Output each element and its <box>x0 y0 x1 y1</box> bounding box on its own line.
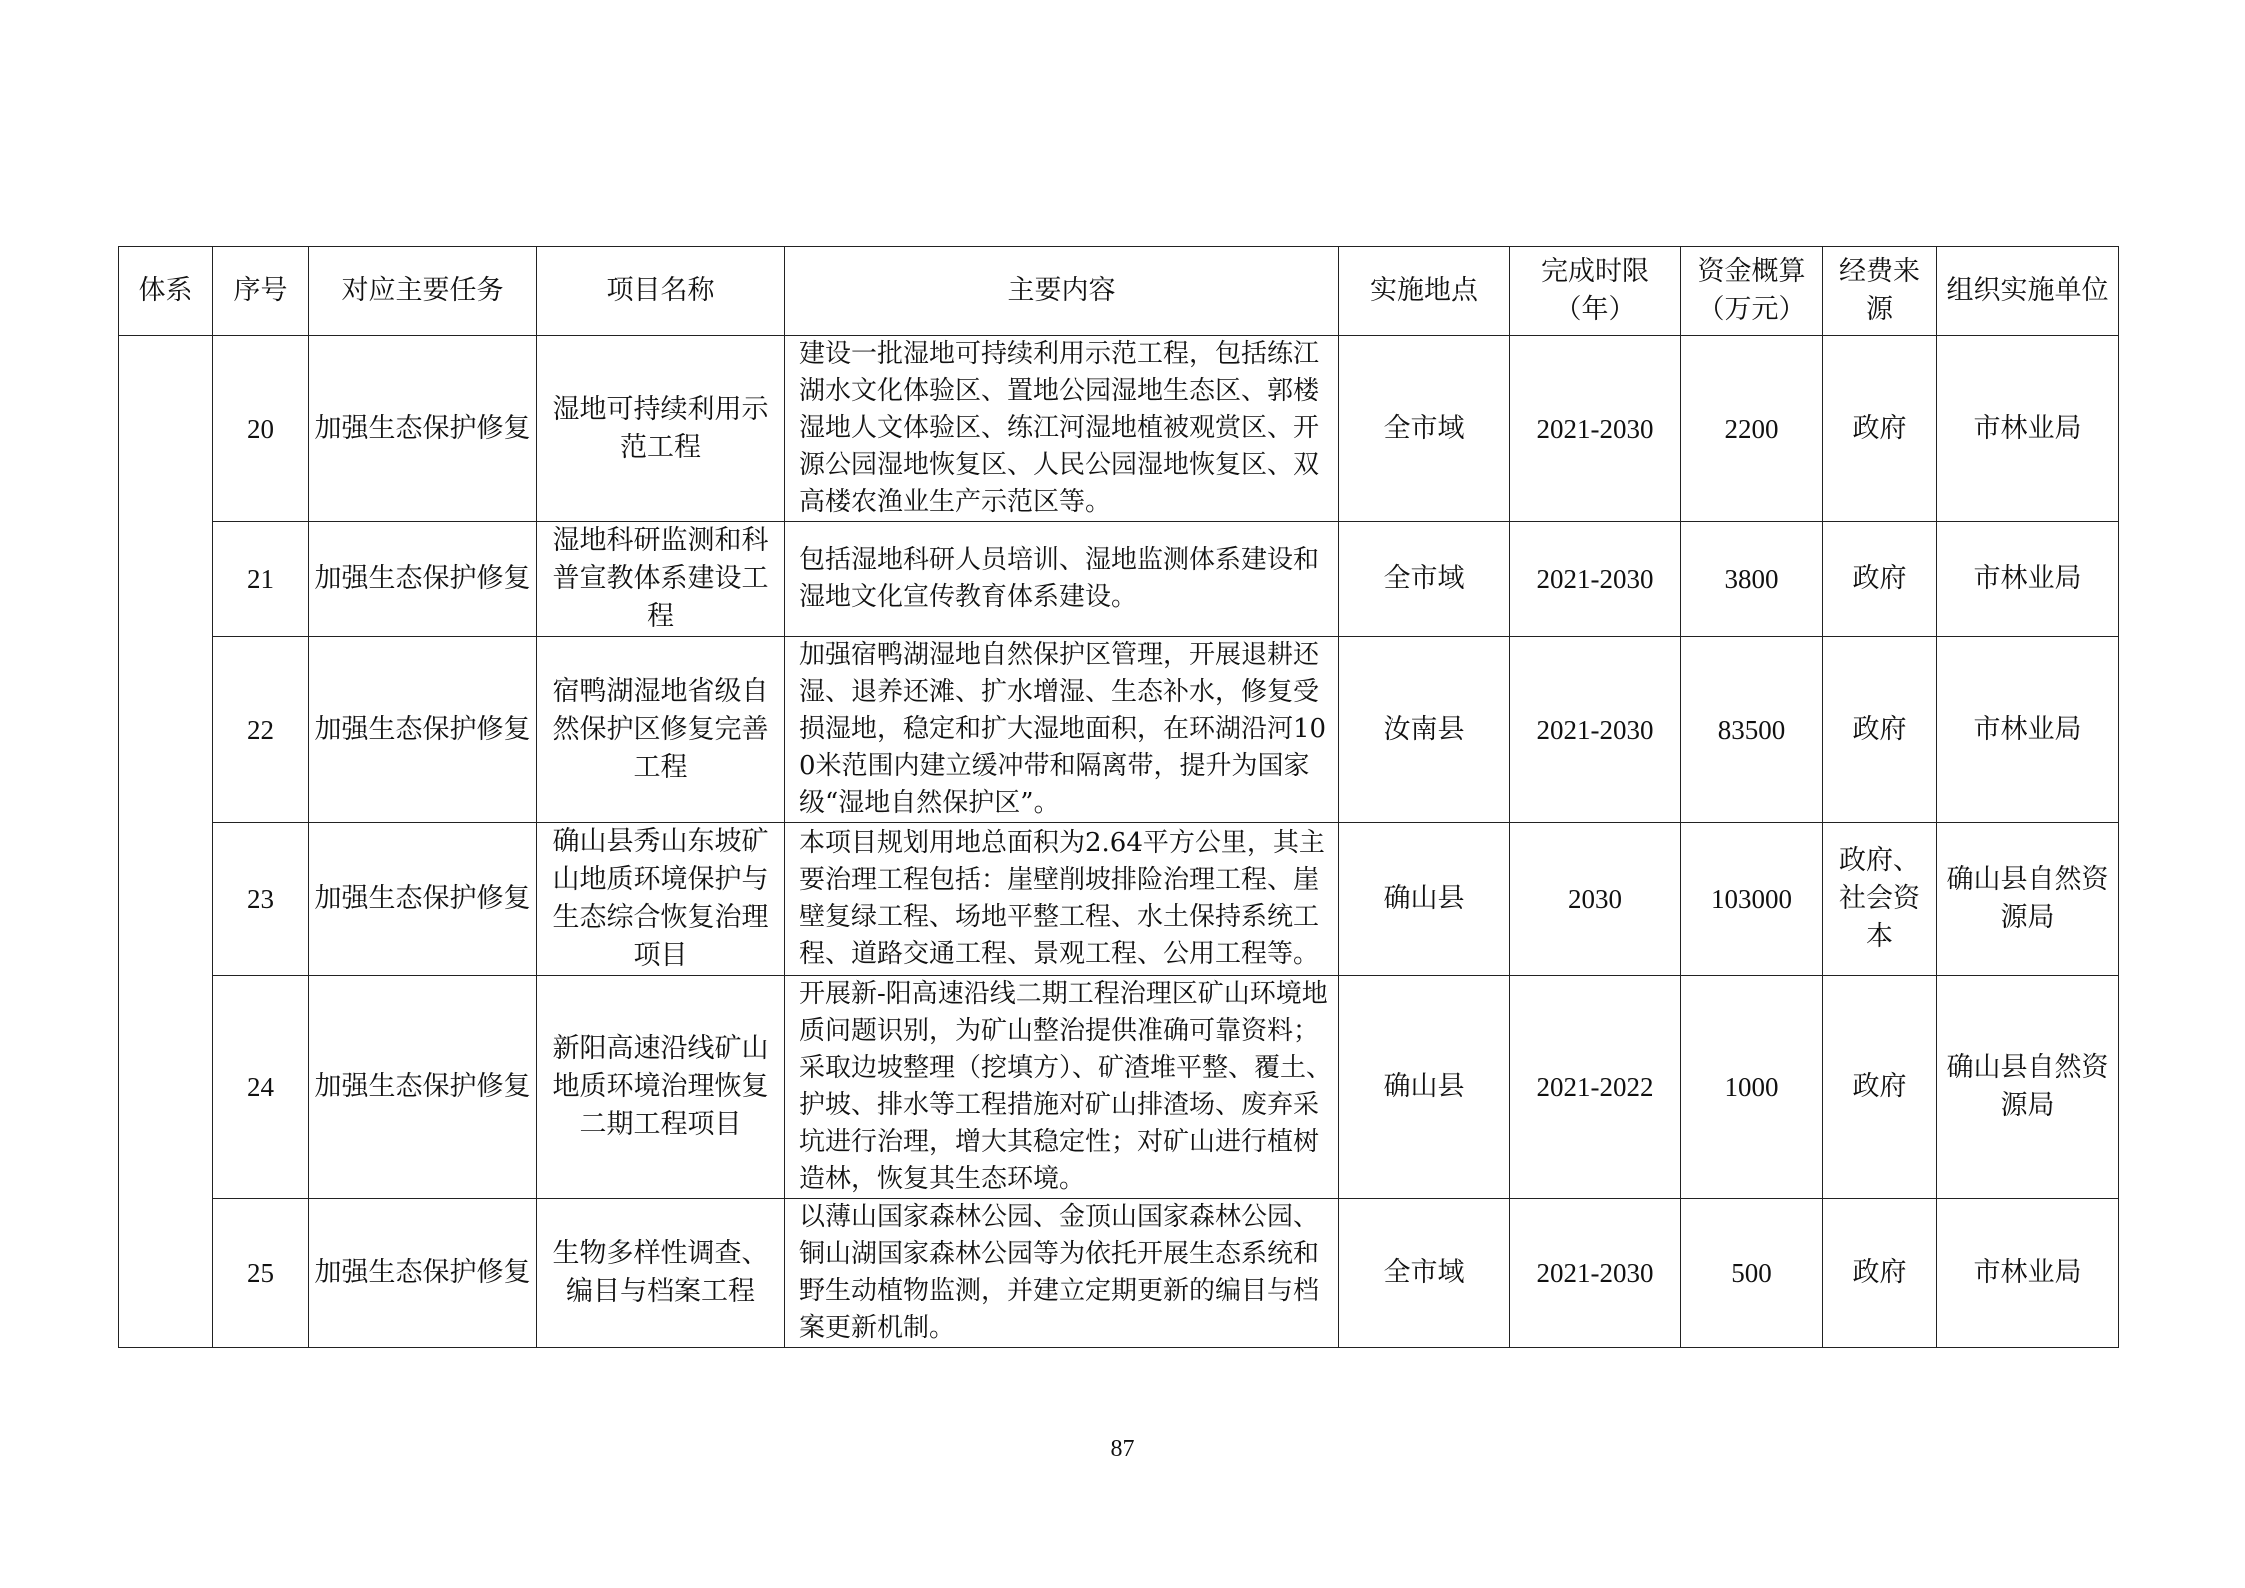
implementing-unit-cell: 确山县自然资源局 <box>1937 976 2119 1199</box>
task-cell: 加强生态保护修复 <box>309 522 537 637</box>
location-cell: 全市域 <box>1339 1199 1510 1348</box>
funding-source-cell: 政府 <box>1823 522 1937 637</box>
serial-cell: 20 <box>213 336 309 522</box>
project-name-cell: 确山县秀山东坡矿山地质环境保护与生态综合恢复治理项目 <box>537 823 785 976</box>
task-cell: 加强生态保护修复 <box>309 1199 537 1348</box>
header-task: 对应主要任务 <box>309 247 537 336</box>
task-cell: 加强生态保护修复 <box>309 637 537 823</box>
serial-cell: 22 <box>213 637 309 823</box>
header-location: 实施地点 <box>1339 247 1510 336</box>
serial-cell: 25 <box>213 1199 309 1348</box>
project-name-cell: 新阳高速沿线矿山地质环境治理恢复二期工程项目 <box>537 976 785 1199</box>
implementing-unit-cell: 市林业局 <box>1937 522 2119 637</box>
budget-cell: 103000 <box>1681 823 1823 976</box>
header-budget: 资金概算（万元） <box>1681 247 1823 336</box>
budget-cell: 2200 <box>1681 336 1823 522</box>
header-system: 体系 <box>119 247 213 336</box>
serial-cell: 24 <box>213 976 309 1199</box>
task-cell: 加强生态保护修复 <box>309 336 537 522</box>
header-content: 主要内容 <box>785 247 1339 336</box>
header-project-name: 项目名称 <box>537 247 785 336</box>
project-name-cell: 宿鸭湖湿地省级自然保护区修复完善工程 <box>537 637 785 823</box>
project-name-cell: 湿地科研监测和科普宣教体系建设工程 <box>537 522 785 637</box>
header-implementing-unit: 组织实施单位 <box>1937 247 2119 336</box>
budget-cell: 500 <box>1681 1199 1823 1348</box>
budget-cell: 83500 <box>1681 637 1823 823</box>
table-header <box>119 247 2119 336</box>
system-cell <box>119 336 213 1348</box>
implementing-unit-cell: 市林业局 <box>1937 1199 2119 1348</box>
serial-cell: 23 <box>213 823 309 976</box>
project-table <box>118 246 2119 1348</box>
funding-source-cell: 政府、社会资本 <box>1823 823 1937 976</box>
content-cell: 包括湿地科研人员培训、湿地监测体系建设和湿地文化宣传教育体系建设。 <box>785 522 1339 637</box>
implementing-unit-cell: 确山县自然资源局 <box>1937 823 2119 976</box>
project-name-cell: 生物多样性调查、编目与档案工程 <box>537 1199 785 1348</box>
header-deadline: 完成时限（年） <box>1510 247 1681 336</box>
funding-source-cell: 政府 <box>1823 1199 1937 1348</box>
table-row <box>119 976 2119 1199</box>
table-row <box>119 522 2119 637</box>
funding-source-cell: 政府 <box>1823 637 1937 823</box>
content-cell: 本项目规划用地总面积为2.64平方公里，其主要治理工程包括：崖壁削坡排险治理工程、崖壁复绿工程、场地平整工程、水土保持系统工程、道路交通工程、景观工程、公用工程等。 <box>785 823 1339 976</box>
task-cell: 加强生态保护修复 <box>309 976 537 1199</box>
funding-source-cell: 政府 <box>1823 976 1937 1199</box>
page-number: 87 <box>1110 1436 1135 1462</box>
content-cell: 以薄山国家森林公园、金顶山国家森林公园、铜山湖国家森林公园等为依托开展生态系统和野生动植物监测，并建立定期更新的编目与档案更新机制。 <box>785 1199 1339 1348</box>
budget-cell: 3800 <box>1681 522 1823 637</box>
location-cell: 全市域 <box>1339 522 1510 637</box>
deadline-cell: 2021-2022 <box>1510 976 1681 1199</box>
header-funding-source: 经费来源 <box>1823 247 1937 336</box>
budget-cell: 1000 <box>1681 976 1823 1199</box>
funding-source-cell: 政府 <box>1823 336 1937 522</box>
table-row <box>119 336 2119 522</box>
deadline-cell: 2021-2030 <box>1510 336 1681 522</box>
location-cell: 全市域 <box>1339 336 1510 522</box>
deadline-cell: 2021-2030 <box>1510 637 1681 823</box>
implementing-unit-cell: 市林业局 <box>1937 637 2119 823</box>
table-row <box>119 637 2119 823</box>
location-cell: 汝南县 <box>1339 637 1510 823</box>
implementing-unit-cell: 市林业局 <box>1937 336 2119 522</box>
content-cell: 建设一批湿地可持续利用示范工程，包括练江湖水文化体验区、置地公园湿地生态区、郭楼湿地人文体验区、练江河湿地植被观赏区、开源公园湿地恢复区、人民公园湿地恢复区、双高楼农渔业生产示范区等。 <box>785 336 1339 522</box>
content-cell: 开展新-阳高速沿线二期工程治理区矿山环境地质问题识别，为矿山整治提供准确可靠资料；采取边坡整理（挖填方）、矿渣堆平整、覆土、护坡、排水等工程措施对矿山排渣场、废弃采坑进行治理，增大其稳定性；对矿山进行植树造林，恢复其生态环境。 <box>785 976 1339 1199</box>
project-name-cell: 湿地可持续利用示范工程 <box>537 336 785 522</box>
table-row <box>119 823 2119 976</box>
header-row <box>119 247 2119 336</box>
location-cell: 确山县 <box>1339 823 1510 976</box>
deadline-cell: 2030 <box>1510 823 1681 976</box>
deadline-cell: 2021-2030 <box>1510 1199 1681 1348</box>
deadline-cell: 2021-2030 <box>1510 522 1681 637</box>
location-cell: 确山县 <box>1339 976 1510 1199</box>
table-row <box>119 1199 2119 1348</box>
serial-cell: 21 <box>213 522 309 637</box>
content-cell: 加强宿鸭湖湿地自然保护区管理，开展退耕还湿、退养还滩、扩水增湿、生态补水，修复受损湿地，稳定和扩大湿地面积，在环湖沿河100米范围内建立缓冲带和隔离带，提升为国家级“湿地自然保护区”。 <box>785 637 1339 823</box>
table-body <box>119 336 2119 1348</box>
task-cell: 加强生态保护修复 <box>309 823 537 976</box>
header-serial: 序号 <box>213 247 309 336</box>
